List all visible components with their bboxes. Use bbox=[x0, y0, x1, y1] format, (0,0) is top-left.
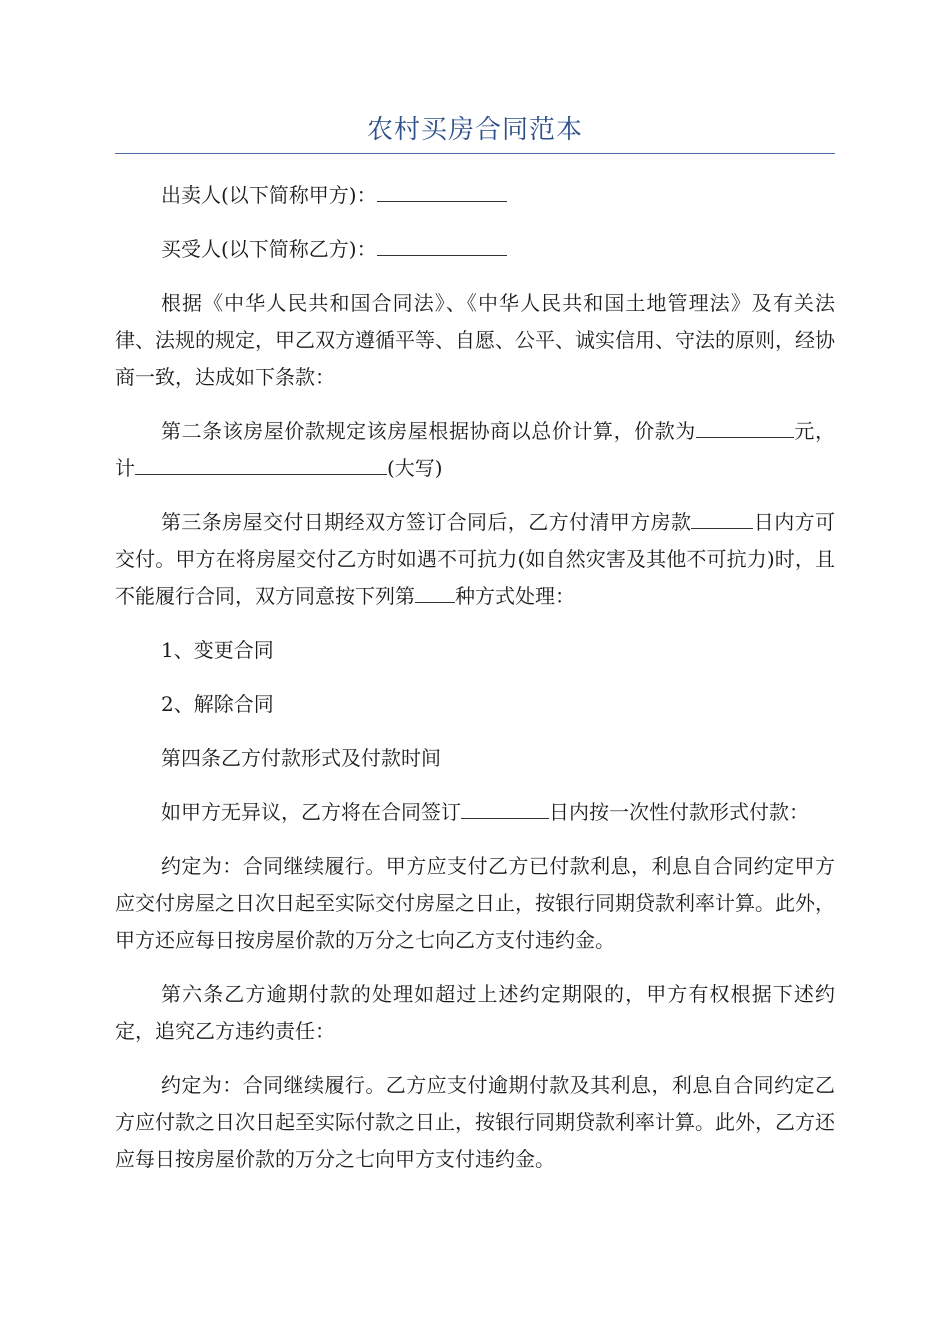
title-divider bbox=[115, 153, 835, 154]
seller-label: 出卖人(以下简称甲方)： bbox=[161, 183, 377, 207]
article-3-text-c: 种方式处理： bbox=[455, 584, 575, 608]
article-4-text-b: 日内按一次性付款形式付款： bbox=[549, 800, 809, 824]
article-2-paragraph bbox=[115, 413, 835, 487]
buyer-blank bbox=[377, 235, 507, 256]
document-title: 农村买房合同范本 bbox=[366, 115, 583, 145]
option-number-blank bbox=[415, 582, 455, 603]
article-6-paragraph: 第六条乙方逾期付款的处理如超过上述约定期限的，甲方有权根据下述约定，追究乙方违约责任： bbox=[115, 982, 835, 1043]
buyer-label: 买受人(以下简称乙方)： bbox=[161, 237, 377, 261]
article-3-paragraph bbox=[115, 504, 835, 615]
article-2-text-a: 第二条该房屋价款规定该房屋根据协商以总价计算，价款为 bbox=[161, 419, 696, 443]
article-2-text-b: 元，计 bbox=[115, 419, 836, 480]
article-4-text-a: 如甲方无异议，乙方将在合同签订 bbox=[161, 800, 461, 824]
document-body bbox=[115, 177, 835, 1195]
article-4-paragraph bbox=[115, 794, 835, 831]
seller-blank bbox=[377, 181, 507, 202]
buyer-line bbox=[115, 231, 835, 268]
delivery-days-blank bbox=[691, 508, 753, 529]
payment-days-blank bbox=[461, 798, 549, 819]
preamble-paragraph: 根据《中华人民共和国合同法》、《中华人民共和国土地管理法》及有关法律、法规的规定，甲乙双方遵循平等、自愿、公平、诚实信用、守法的原则，经协商一致，达成如下条款： bbox=[115, 291, 835, 389]
price-words-blank bbox=[135, 454, 387, 475]
seller-default-terms: 约定为：合同继续履行。甲方应支付乙方已付款利息，利息自合同约定甲方应交付房屋之日次日起至实际交付房屋之日止，按银行同期贷款利率计算。此外，甲方还应每日按房屋价款的万分之七向乙方支付违约金。 bbox=[115, 854, 835, 952]
article-3-text-a: 第三条房屋交付日期经双方签订合同后，乙方付清甲方房款 bbox=[161, 510, 692, 534]
seller-line bbox=[115, 177, 835, 214]
buyer-default-terms: 约定为：合同继续履行。乙方应支付逾期付款及其利息，利息自合同约定乙方应付款之日次日起至实际付款之日止，按银行同期贷款利率计算。此外，乙方还应每日按房屋价款的万分之七向甲方支付违约金。 bbox=[115, 1073, 835, 1171]
option-2: 2、解除合同 bbox=[161, 692, 274, 716]
article-2-text-c: (大写) bbox=[387, 456, 443, 480]
option-1: 1、变更合同 bbox=[161, 638, 274, 662]
article-4-heading: 第四条乙方付款形式及付款时间 bbox=[161, 746, 441, 770]
article-3-text-b: 日内方可交付。甲方在将房屋交付乙方时如遇不可抗力(如自然灾害及其他不可抗力)时，且不能履行合同，双方同意按下列第 bbox=[115, 510, 836, 608]
price-blank bbox=[696, 417, 794, 438]
